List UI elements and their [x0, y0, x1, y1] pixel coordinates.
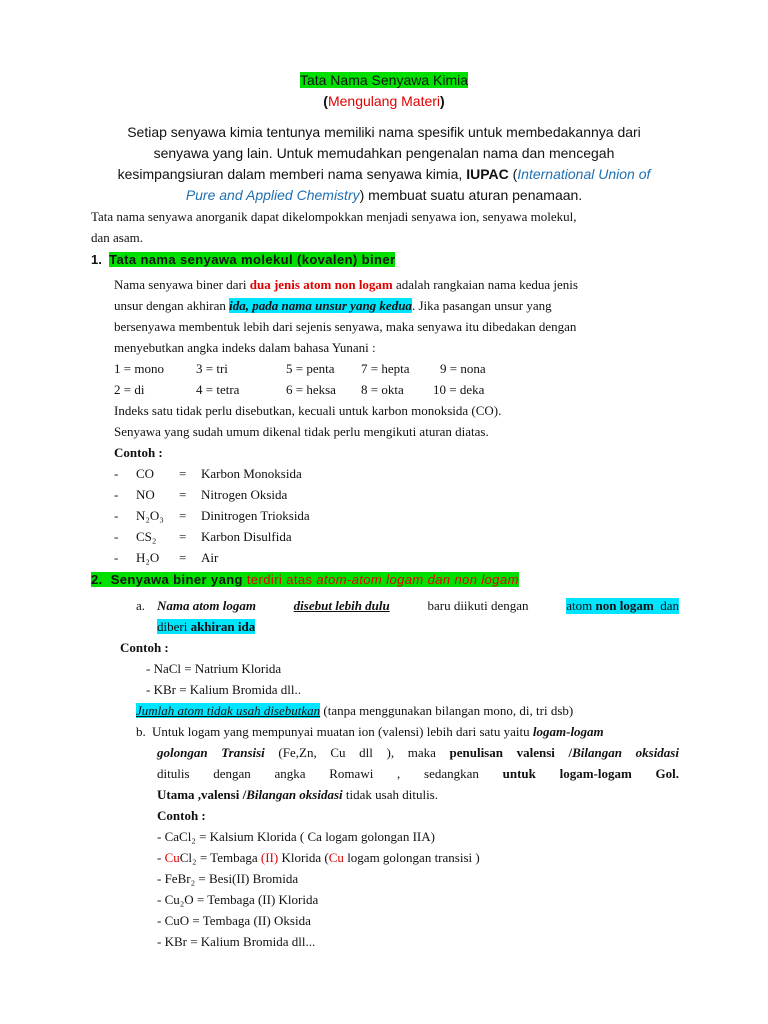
- intro-line-3: kesimpangsiuran dalam memberi nama senyawa kimia, IUPAC (International Union of: [117, 166, 651, 182]
- s2-note: Jumlah atom tidak usah disebutkan (tanpa menggunakan bilangan mono, di, tri dsb): [136, 703, 574, 718]
- s2-contoh-label: Contoh :: [120, 640, 169, 655]
- intro-line-4: Pure and Applied Chemistry) membuat suatu aturan penamaan.: [185, 187, 583, 203]
- s2-example-1: - NaCl = Natrium Klorida: [146, 661, 282, 676]
- s1-contoh-label: Contoh :: [114, 445, 163, 460]
- s2-list-4: - Cu₂O = Tembaga (II) Klorida: [157, 892, 319, 907]
- s2-b-line-4: Utama ,valensi /Bilangan oksidasi tidak usah ditulis.: [157, 787, 438, 802]
- s2-list-3: - FeBr₂ = Besi(II) Bromida: [157, 871, 299, 886]
- s1-p3: bersenyawa membentuk lebih dari sejenis senyawa, maka senyawa itu dibedakan dengan: [114, 319, 577, 334]
- s1-p4: menyebutkan angka indeks dalam bahasa Yunani :: [114, 340, 376, 355]
- s1-note-2: Senyawa yang sudah umum dikenal tidak perlu mengikuti aturan diatas.: [114, 424, 489, 439]
- s2-a-label: a.: [136, 598, 146, 613]
- s2-list-5: - CuO = Tembaga (II) Oksida: [157, 913, 311, 928]
- s2-list-2: - CuCl₂ = Tembaga (II) Klorida (Cu logam golongan transisi ): [157, 850, 480, 865]
- s2-a-line-1: Nama atom logam disebut lebih dulu baru diikuti dengan atom non logam dan: [157, 598, 679, 613]
- s1-p2: unsur dengan akhiran ida, pada nama unsur yang kedua. Jika pasangan unsur yang: [114, 298, 552, 313]
- s2-b-line-1: Untuk logam yang mempunyai muatan ion (valensi) lebih dari satu yaitu logam-logam: [152, 724, 604, 739]
- s1-p1: Nama senyawa biner dari dua jenis atom non logam adalah rangkaian nama kedua jenis: [114, 277, 578, 292]
- s2-b-line-3: ditulis dengan angka Romawi , sedangkan untuk logam-logam Gol.: [157, 766, 679, 781]
- page-subtitle: (Mengulang Materi): [323, 93, 445, 109]
- intro-line-1: Setiap senyawa kimia tentunya memiliki nama spesifik untuk membedakannya dari: [127, 124, 641, 140]
- s2-a-line-2: diberi akhiran ida: [157, 619, 256, 634]
- para-line-2: dan asam.: [91, 230, 143, 245]
- s2-list-1: - CaCl₂ = Kalsium Klorida ( Ca logam golongan IIA): [157, 829, 435, 844]
- s2-b-label: b.: [136, 724, 146, 739]
- s1-note-1: Indeks satu tidak perlu disebutkan, kecuali untuk karbon monoksida (CO).: [114, 403, 502, 418]
- s2-contoh-label-2: Contoh :: [157, 808, 206, 823]
- section2-heading: 2. Senyawa biner yang terdiri atas atom-atom logam dan non logam: [91, 572, 519, 587]
- section1-heading: 1. Tata nama senyawa molekul (kovalen) biner: [91, 252, 396, 267]
- para-line-1: Tata nama senyawa anorganik dapat dikelompokkan menjadi senyawa ion, senyawa molekul,: [91, 209, 577, 224]
- s2-list-6: - KBr = Kalium Bromida dll...: [157, 934, 316, 949]
- intro-line-2: senyawa yang lain. Untuk memudahkan pengenalan nama dan mencegah: [153, 145, 615, 161]
- s2-b-line-2: golongan Transisi (Fe,Zn, Cu dll ), maka penulisan valensi /Bilangan oksidasi: [157, 745, 679, 760]
- s2-example-2: - KBr = Kalium Bromida dll..: [146, 682, 302, 697]
- page-title: Tata Nama Senyawa Kimia: [299, 72, 469, 88]
